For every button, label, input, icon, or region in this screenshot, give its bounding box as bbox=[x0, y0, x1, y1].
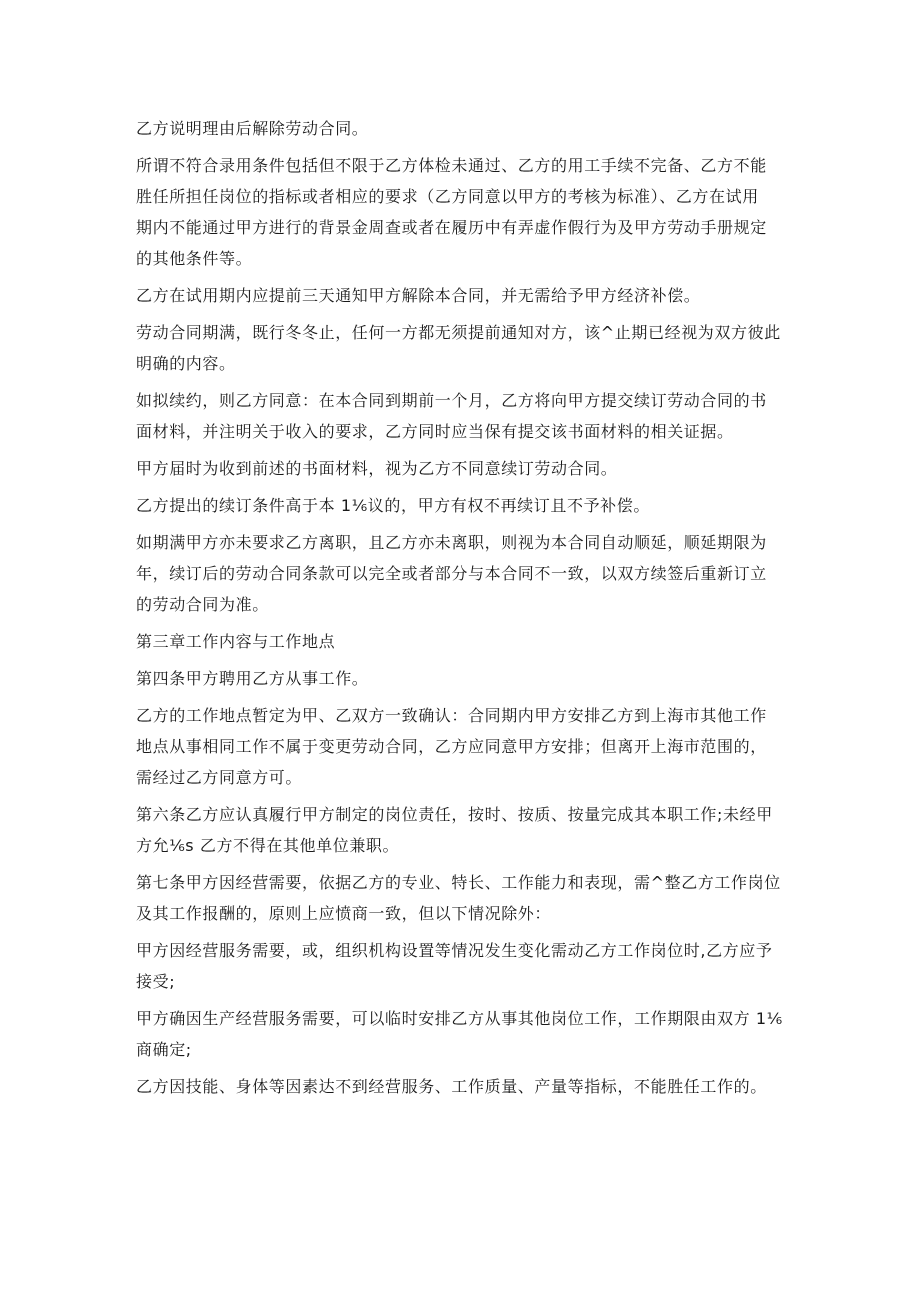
text-line: 甲方届时为收到前述的书面材料，视为乙方不同意续订劳动合同。 bbox=[136, 459, 618, 478]
text-line: 地点从事相同工作不属于变更劳动合同，乙方应同意甲方安排；但离开上海市范围的， bbox=[136, 737, 767, 756]
text-line: 第三章工作内容与工作地点 bbox=[136, 632, 336, 651]
text-line: 乙方的工作地点暂定为甲、乙双方一致确认：合同期内甲方安排乙方到上海市其他工作 bbox=[136, 706, 767, 725]
text-line: 如拟续约，则乙方同意：在本合同到期前一个月，乙方将向甲方提交续订劳动合同的书 bbox=[136, 391, 767, 410]
text-line: 甲方确因生产经营服务需要，可以临时安排乙方从事其他岗位工作，工作期限由双方 1⅙ bbox=[136, 1009, 783, 1028]
text-line: 甲方因经营服务需要，或，组织机构设置等情况发生变化需动乙方工作岗位时,乙方应予 bbox=[136, 941, 773, 960]
paragraph bbox=[136, 935, 791, 997]
paragraph bbox=[136, 453, 791, 484]
text-line: 接受; bbox=[136, 972, 176, 991]
text-line: 及其工作报酬的，原则上应愤商一致，但以下情况除外： bbox=[136, 904, 552, 923]
text-line: 乙方提出的续订条件高于本 1⅙议的，甲方有权不再续订且不予补偿。 bbox=[136, 496, 650, 515]
text-line: 第四条甲方聘用乙方从事工作。 bbox=[136, 669, 369, 688]
text-line: 年，续订后的劳动合同条款可以完全或者部分与本合同不一致，以双方续签后重新订立 bbox=[136, 564, 767, 583]
document-page bbox=[136, 113, 791, 1108]
paragraph bbox=[136, 280, 791, 311]
text-line: 乙方说明理由后解除劳动合同。 bbox=[136, 119, 369, 138]
paragraph bbox=[136, 317, 791, 379]
text-line: 的其他条件等。 bbox=[136, 249, 253, 268]
paragraph bbox=[136, 1003, 791, 1065]
paragraph bbox=[136, 113, 791, 144]
paragraph bbox=[136, 700, 791, 793]
text-line: 面材料，并注明关于收入的要求，乙方同时应当保有提交该书面材料的相关证据。 bbox=[136, 422, 734, 441]
text-line: 方允⅙s 乙方不得在其他单位兼职。 bbox=[136, 836, 400, 855]
text-line: 商确定; bbox=[136, 1040, 192, 1059]
text-line: 第七条甲方因经营需要，依据乙方的专业、特长、工作能力和表现，需^整乙方工作岗位 bbox=[136, 873, 781, 892]
paragraph bbox=[136, 385, 791, 447]
text-line: 乙方在试用期内应提前三天通知甲方解除本合同，并无需给予甲方经济补偿。 bbox=[136, 286, 701, 305]
text-line: 的劳动合同为准。 bbox=[136, 595, 269, 614]
text-line: 需经过乙方同意方可。 bbox=[136, 768, 303, 787]
text-line: 所谓不符合录用条件包括但不限于乙方体检未通过、乙方的用工手续不完备、乙方不能 bbox=[136, 156, 767, 175]
text-line: 劳动合同期满，既行冬冬止，任何一方都无须提前通知对方，该^止期已经视为双方彼此 bbox=[136, 323, 781, 342]
paragraph bbox=[136, 1071, 791, 1102]
paragraph bbox=[136, 150, 791, 274]
text-line: 乙方因技能、身体等因素达不到经营服务、工作质量、产量等指标，不能胜任工作的。 bbox=[136, 1077, 767, 1096]
text-line: 第六条乙方应认真履行甲方制定的岗位责任，按时、按质、按量完成其本职工作;未经甲 bbox=[136, 805, 773, 824]
paragraph bbox=[136, 490, 791, 521]
text-line: 明确的内容。 bbox=[136, 354, 236, 373]
paragraph bbox=[136, 663, 791, 694]
paragraph bbox=[136, 626, 791, 657]
text-line: 期内不能通过甲方进行的背景金周查或者在履历中有弄虚作假行为及甲方劳动手册规定 bbox=[136, 218, 767, 237]
text-line: 胜任所担任岗位的指标或者相应的要求（乙方同意以甲方的考核为标准）、乙方在试用 bbox=[136, 187, 759, 206]
text-line: 如期满甲方亦未要求乙方离职，且乙方亦未离职，则视为本合同自动顺延，顺延期限为 bbox=[136, 533, 767, 552]
paragraph bbox=[136, 527, 791, 620]
paragraph bbox=[136, 799, 791, 861]
paragraph bbox=[136, 867, 791, 929]
